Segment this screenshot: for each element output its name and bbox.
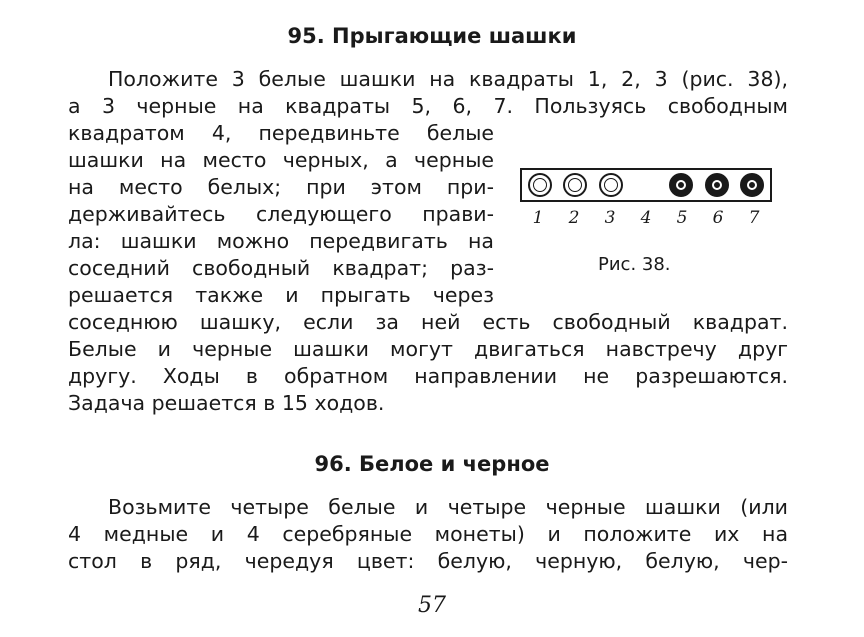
- square-numbers: [520, 208, 772, 228]
- square-number: 3: [604, 208, 616, 228]
- problem-95-line: Задача решается в 15 ходов.: [68, 391, 385, 415]
- problem-95-line: квадратом 4, передвиньте белые: [68, 121, 494, 145]
- board-square-3: [593, 170, 628, 200]
- black-checker-icon: [705, 173, 729, 197]
- problem-95-line: на место белых; при этом при-: [68, 175, 494, 199]
- white-checker-icon: [599, 173, 623, 197]
- problem-96-line: стол в ряд, чередуя цвет: белую, черную, белую, чер-: [68, 549, 788, 573]
- board-square-5: [664, 170, 699, 200]
- problem-96-title: 96. Белое и черное: [314, 452, 550, 476]
- square-number: 4: [640, 208, 652, 228]
- problem-95-line: решается также и прыгать через: [68, 283, 494, 307]
- problem-95-line: ла: шашки можно передвигать на: [68, 229, 494, 253]
- white-checker-icon: [563, 173, 587, 197]
- page-number: 57: [418, 593, 446, 618]
- square-number: 1: [532, 208, 544, 228]
- square-number: 2: [568, 208, 580, 228]
- white-checker-icon: [528, 173, 552, 197]
- square-number: 5: [676, 208, 688, 228]
- board-square-1: [522, 170, 557, 200]
- problem-95-line: а 3 черные на квадраты 5, 6, 7. Пользуясь свободным: [68, 94, 788, 118]
- square-number: 7: [748, 208, 760, 228]
- problem-95-line: Белые и черные шашки могут двигаться навстречу друг: [68, 337, 788, 361]
- black-checker-icon: [740, 173, 764, 197]
- problem-95-line: соседний свободный квадрат; раз-: [68, 256, 494, 280]
- problem-96-line: 4 медные и 4 серебряные монеты) и положите их на: [68, 522, 788, 546]
- figure-caption: Рис. 38.: [598, 254, 671, 275]
- board-square-7: [735, 170, 770, 200]
- problem-95-line: держивайтесь следующего прави-: [68, 202, 494, 226]
- checker-board: [520, 168, 772, 202]
- problem-95-line: соседнюю шашку, если за ней есть свободный квадрат.: [68, 310, 788, 334]
- black-checker-icon: [669, 173, 693, 197]
- problem-95-line: другу. Ходы в обратном направлении не разрешаются.: [68, 364, 788, 388]
- board-square-4: [628, 170, 663, 200]
- board-square-6: [699, 170, 734, 200]
- problem-95-line: шашки на место черных, а черные: [68, 148, 494, 172]
- problem-96-line: Возьмите четыре белые и четыре черные шашки (или: [108, 495, 788, 519]
- square-number: 6: [712, 208, 724, 228]
- board-square-2: [557, 170, 592, 200]
- problem-95-title: 95. Прыгающие шашки: [287, 24, 577, 48]
- problem-95-line: Положите 3 белые шашки на квадраты 1, 2, 3 (рис. 38),: [108, 67, 788, 91]
